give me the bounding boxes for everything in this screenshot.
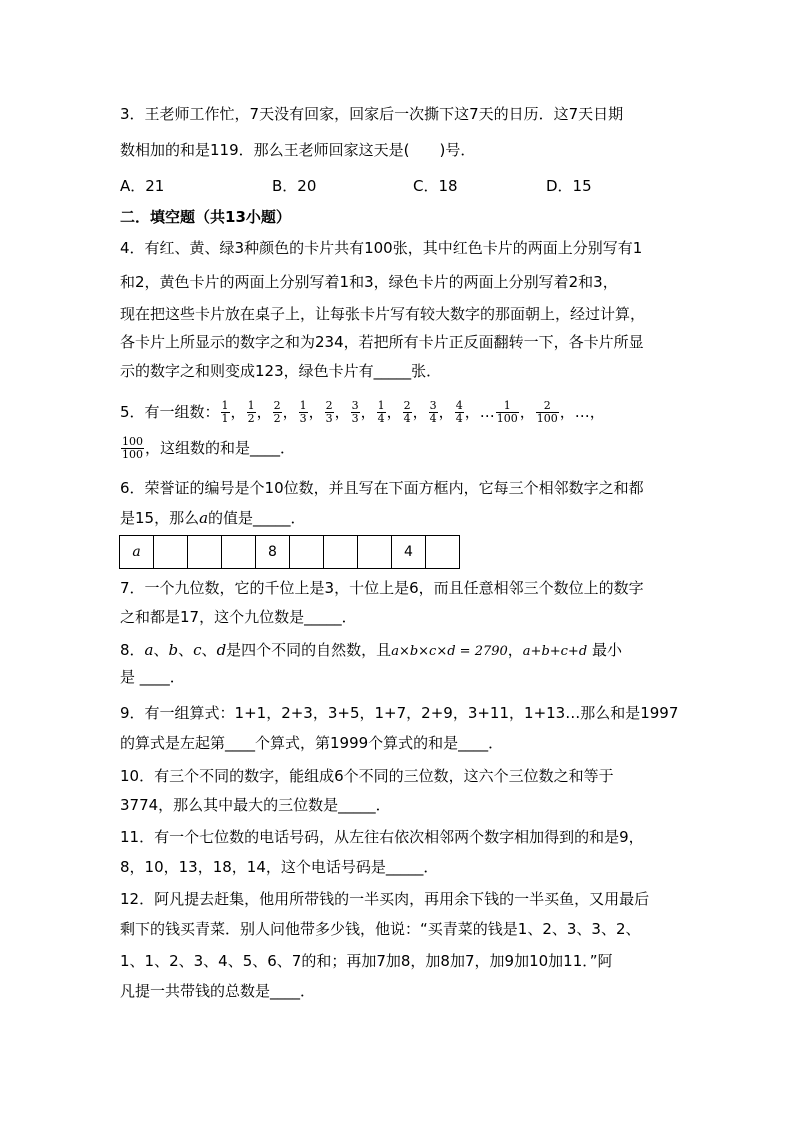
- q8-sum-expression: a+b+c+d: [522, 644, 588, 659]
- digit-box: [358, 536, 392, 569]
- q6-line-2: [120, 508, 306, 528]
- q5-fraction: $\frac{2}{3}$: [325, 399, 333, 425]
- q3-option-b: B．20: [272, 177, 317, 195]
- q3-line-2: 数相加的和是119．那么王老师回家这天是( )号．: [120, 141, 476, 159]
- q11-line-1: 11．有一个七位数的电话号码，从左往右依次相邻两个数字相加得到的和是9，: [120, 828, 644, 846]
- q5-fraction: $\frac{2}{4}$: [403, 399, 411, 425]
- q5-ellipsis-1: …: [479, 403, 495, 421]
- q5-fraction: $\frac{3}{3}$: [351, 399, 359, 425]
- q6-variable-a: a: [199, 509, 209, 527]
- q10-line-2: 3774，那么其中最大的三位数是_____．: [120, 796, 391, 814]
- q11-line-2: 8，10，13，18，14，这个电话号码是_____．: [120, 858, 439, 876]
- q5-fraction: $\frac{1}{3}$: [299, 399, 307, 425]
- q5-suffix: ，这组数的和是____．: [145, 439, 296, 457]
- q7-line-2: 之和都是17，这个九位数是_____．: [120, 608, 357, 626]
- digit-box: [222, 536, 256, 569]
- digit-box: [324, 536, 358, 569]
- digit-box: [290, 536, 324, 569]
- section-heading: 二．填空题（共13小题）: [120, 208, 291, 226]
- q5-fraction: $\frac{2}{2}$: [273, 399, 281, 425]
- q8-line-2: 是 ____．: [120, 668, 185, 686]
- q5-fraction-2-100: $\frac{2}{100}$: [536, 399, 558, 425]
- digit-box: 4: [392, 536, 426, 569]
- q5-fraction: $\frac{1}{4}$: [377, 399, 385, 425]
- q3-option-c: C．18: [413, 177, 458, 195]
- q5-fraction: $\frac{3}{4}$: [429, 399, 437, 425]
- q8-middle-text: 是四个不同的自然数，且: [226, 641, 392, 659]
- q3-line-1: 3．王老师工作忙，7天没有回家，回家后一次撕下这7天的日历．这7天日期: [120, 105, 624, 123]
- q12-line-2: 剩下的钱买青菜．别人问他带多少钱，他说：“买青菜的钱是1、2、3、3、2、: [120, 920, 641, 938]
- q5-fraction: $\frac{1}{1}$: [221, 399, 229, 425]
- q12-line-3: 1、1、2、3、4、5、6、7的和；再加7加8，加8加7，加9加10加11．”阿: [120, 952, 613, 970]
- q5-fraction-list: $\frac{1}{1}$ ， $\frac{1}{2}$ ， $\frac{2}{2}$ ， $\frac{1}{3}$ ， $\frac{2}{3}$ ， $\frac{3}{3}$ ， $\frac{1}{4}$ ， $\frac{2}{4}$ ， $\frac{3}{4}$ ， $\frac{4}{4}$ ，: [221, 399, 480, 425]
- digit-box: a: [120, 536, 154, 569]
- q6-line-2-end: 的值是_____．: [208, 509, 306, 527]
- q4-line-3: 现在把这些卡片放在桌子上，让每张卡片写有较大数字的那面朝上，经过计算，: [120, 305, 646, 323]
- q10-line-1: 10．有三个不同的数字，能组成6个不同的三位数，这六个三位数之和等于: [120, 767, 614, 785]
- q3-option-a: A．21: [120, 177, 165, 195]
- q8-line-1: 8．a、b、c、d是四个不同的自然数，且a×b×c×d = 2790，a+b+c+d 最小: [120, 641, 622, 659]
- q4-line-1: 4．有红、黄、绿3种颜色的卡片共有100张，其中红色卡片的两面上分别写有1: [120, 239, 643, 257]
- q8-var-c: c: [193, 641, 202, 659]
- digit-box: [188, 536, 222, 569]
- q8-line-1-end: 最小: [591, 641, 622, 659]
- q3-option-d: D．15: [546, 177, 592, 195]
- q4-line-5: 示的数字之和则变成123，绿色卡片有_____张．: [120, 362, 442, 380]
- q12-line-4: 凡提一共带钱的总数是____．: [120, 982, 316, 1000]
- digit-box: 8: [256, 536, 290, 569]
- q6-line-2-start: 是15，那么: [120, 509, 200, 527]
- q9-line-2: 的算式是左起第____个算式，第1999个算式的和是____．: [120, 734, 504, 752]
- q9-line-1: 9．有一组算式：1+1，2+3，3+5，1+7，2+9，3+11，1+13…那么和是1997: [120, 704, 679, 722]
- q8-var-b: b: [168, 641, 179, 659]
- q6-digit-boxes: [119, 535, 460, 569]
- q6-line-1: 6．荣誉证的编号是个10位数，并且写在下面方框内，它每三个相邻数字之和都: [120, 479, 644, 497]
- q12-line-1: 12．阿凡提去赶集，他用所带钱的一半买肉，再用余下钱的一半买鱼，又用最后: [120, 890, 650, 908]
- q5-line-2: [120, 436, 295, 461]
- q5-line-1: 5．有一组数： $\frac{1}{1}$ ， $\frac{1}{2}$ ， $\frac{2}{2}$ ， $\frac{1}{3}$ ， $\frac{2}{3}$ ， $\frac{3}{3}$ ， $\frac{1}{4}$ ， $\frac{2}{4}$ ， $\frac{3}{4}$ ， $\frac{4}{4}$ ，… $\frac{1}{100}$ ， $\frac{2}{100}$ ，…，: [120, 399, 605, 425]
- q5-fraction: $\frac{4}{4}$: [455, 399, 463, 425]
- q8-var-d: d: [216, 641, 227, 659]
- q8-prefix: 8．: [120, 641, 145, 659]
- q4-line-4: 各卡片上所显示的数字之和为234，若把所有卡片正反面翻转一下，各卡片所显: [120, 333, 644, 351]
- q8-var-a: a: [144, 641, 154, 659]
- q8-product-expression: a×b×c×d = 2790: [391, 644, 508, 659]
- q7-line-1: 7．一个九位数，它的千位上是3，十位上是6，而且任意相邻三个数位上的数字: [120, 579, 644, 597]
- q4-line-2: 和2，黄色卡片的两面上分别写着1和3，绿色卡片的两面上分别写着2和3，: [120, 273, 618, 291]
- q5-fraction: $\frac{1}{2}$: [247, 399, 255, 425]
- q5-fraction-100-100: $\frac{100}{100}$: [122, 435, 143, 461]
- q5-prefix: 5．有一组数：: [120, 403, 220, 421]
- digit-box: [426, 536, 460, 569]
- digit-box: [154, 536, 188, 569]
- q5-ellipsis-2: …，: [574, 403, 605, 421]
- q5-fraction-1-100: $\frac{1}{100}$: [496, 399, 518, 425]
